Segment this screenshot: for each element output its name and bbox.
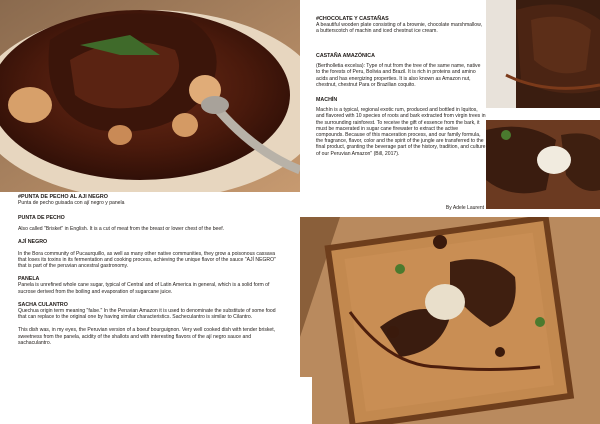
section-punta-de-pecho	[18, 215, 280, 232]
caption-title: #PUNTA DE PECHO AL AJI NEGRO	[18, 194, 108, 200]
section-body: Machín is a typical, regional exotic rum, produced and bottled in Iquitos, and flavored with 10 species of roots and bark extracted from virgin trees in the surrounding rainforest. To receive the gift of essence from the bark, it must be macerated in sugar cane firewater to extract the active compounds. Because of this maceration process, and our family formula, the fragrance, flavor, color and the spirit of the jungle are transferred to the final product, granting the beverage part of the history, tradition, and culture of our Peruvian Amazon" (Bill, 2017).	[316, 107, 486, 157]
right-caption	[316, 16, 486, 40]
caption-title: #CHOCOLATE Y CASTAÑAS	[316, 16, 389, 22]
closing-paragraph: This dish was, in my eyes, the Peruvian version of a boeuf bourguignon. Very well cooked dish with tender brisket, sweetness from the panela, acidity of the shallots and with interesting flavors of the ají negro sauce and sachaculantro.	[18, 327, 276, 346]
section-body: (Bertholletia excelsa): Type of nut from the tree of the same name, native to the forests of Peru, Bolivia and Brazil. It is rich in proteins and amino acids and has energizing properties. It is also known as Amazon nut, chestnut, chestnut Para or Brazilian coquito.	[316, 63, 481, 88]
section-heading: CASTAÑA AMAZÓNICA	[316, 53, 375, 59]
brownie-photo-middle	[486, 120, 600, 209]
section-heading: MACHÍN	[316, 97, 338, 104]
left-article	[18, 215, 280, 351]
section-heading: PUNTA DE PECHO	[18, 215, 65, 221]
section-heading: SACHA CULANTRO	[18, 301, 68, 308]
section-body: In the Bora community of Pucaurquillo, as well as many other native communities, they grow a poisonous cassava that loses its toxins in its fermentation and cooking process, achieving the unique flavor of the sauce "AJÍ NEGRO" that is part of the peruvian ancestral gastronomy.	[18, 250, 276, 270]
left-caption	[18, 194, 280, 206]
right-page	[300, 0, 600, 424]
section-castana-amazonica	[316, 53, 486, 88]
caption-subtitle: Punta de pecho guisada con ají negro y panela	[18, 200, 125, 207]
section-aji-negro	[18, 239, 280, 269]
section-machin	[316, 97, 486, 157]
brisket-photo	[0, 0, 300, 192]
section-sacha-culantro	[18, 302, 280, 321]
section-body: Panela is unrefined whole cane sugar, typical of Central and of Latin America in general, which is a solid form of sucrose derived from the boiling and evaporation of sugarcane juice.	[18, 282, 270, 295]
section-panela	[18, 276, 280, 295]
section-heading: AJÍ NEGRO	[18, 239, 48, 246]
brownie-photo-top	[486, 0, 600, 108]
section-body: Quechua origin term meaning "false." In the Peruvian Amazon it is used to denominate the substitute of some food that can replace to the original one by having similar characteristics. Sacheculantro is similar to Cilantro.	[18, 308, 276, 321]
section-body: Also called "Brisket" in English. It is a cut of meat from the breast or lower chest of the beef.	[18, 226, 225, 233]
caption-body: A beautiful wooden plate consisting of a brownie, chocolate marshmallow, a butterscotch of machin and iced chestnut ice cream.	[316, 22, 482, 35]
section-heading: PANELA	[18, 276, 40, 283]
right-article	[316, 53, 486, 164]
dessert-plate-photo	[300, 217, 600, 424]
byline: By Adele Laurent	[445, 205, 484, 211]
